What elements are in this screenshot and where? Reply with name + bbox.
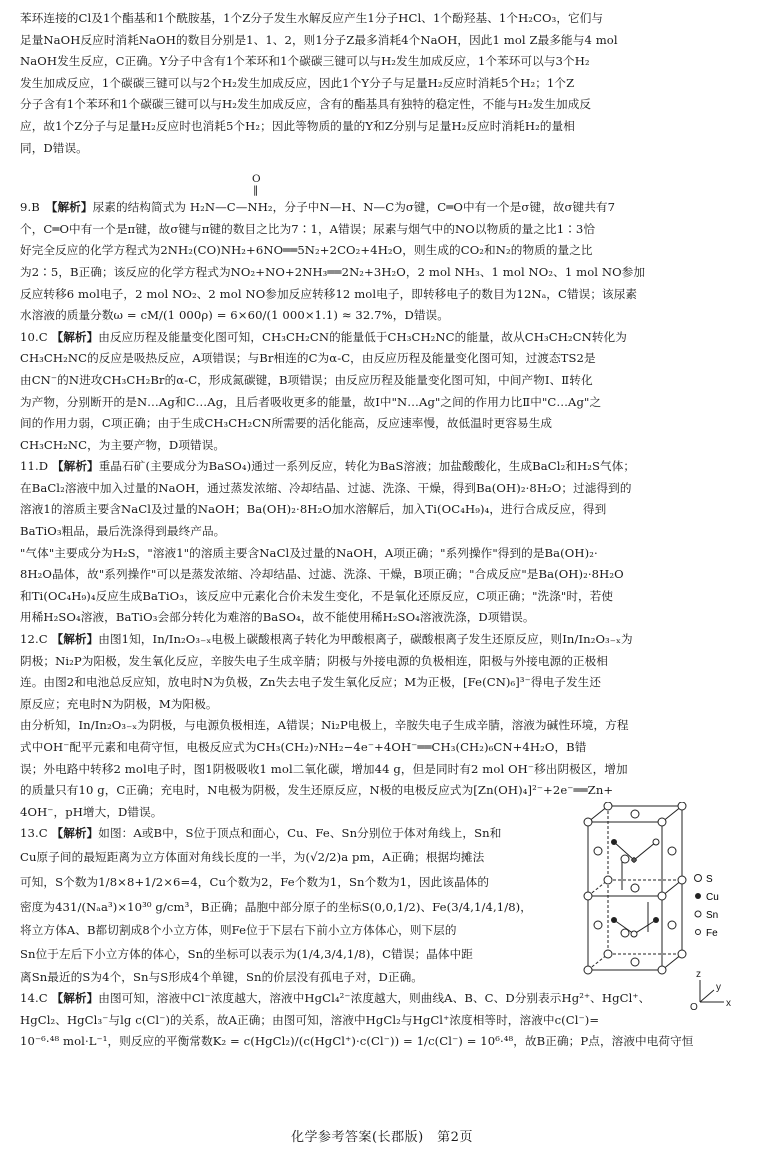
text-line: 由反应历程及能量变化图可知，CH₃CH₂CN的能量低于CH₃CH₂NC的能量，故从CH₃CH₂CN转化为	[98, 329, 627, 344]
analysis-tag: 【解析】	[51, 329, 99, 344]
axis-z-label: z	[696, 969, 701, 980]
legend-s-label: S	[706, 874, 713, 885]
text-line: 由CN⁻的N进攻CH₃CH₂Br的α-C，形成氮碳键，B项错误；由反应历程及能量变化图可知，中间产物Ⅰ、Ⅱ转化	[20, 372, 593, 387]
atom-s	[604, 802, 612, 810]
atom-s	[621, 929, 629, 937]
atom-s	[678, 876, 686, 884]
text-line: 阴极；Ni₂P为阳极，发生氧化反应，辛胺失电子生成辛腈；阴极与外接电源的负极相连，阳极与外接电源的正极相	[20, 653, 609, 668]
text-line: 由图可知，溶液中Cl⁻浓度越大，溶液中HgCl₄²⁻浓度越大，则曲线A、B、C、D分别表示Hg²⁺、HgCl⁺、	[98, 991, 651, 1006]
question-number: 9.B	[20, 200, 40, 215]
atom-s	[594, 847, 602, 855]
atom-s	[631, 884, 639, 892]
analysis-tag: 【解析】	[51, 632, 99, 647]
atom-s	[584, 892, 592, 900]
text-line: 密度为431/(Nₐa³)×10³⁰ g/cm³，B正确；晶胞中部分原子的坐标S(0,0,1/2)、Fe(3/4,1/4,1/8)，	[20, 899, 533, 914]
text-line: 将立方体A、B都切割成8个小立方体，则Fe位于下层右下前小立方体体心，则下层的	[20, 922, 457, 937]
atom-s	[658, 818, 666, 826]
text-line: Cu原子间的最短距离为立方体面对角线长度的一半，为(√2/2)a pm，A正确；根据均摊法	[20, 849, 485, 864]
text-line: NaOH发生反应，C正确。Y分子中含有1个苯环和1个碳碳三键可以与H₂发生加成反应，1个苯环可以与3个H₂	[20, 54, 590, 69]
atom-s	[584, 818, 592, 826]
text-line: 发生加成反应，1个碳碳三键可以与2个H₂发生加成反应，因此1个Y分子与足量H₂反应时消耗5个H₂；1个Z	[20, 75, 575, 90]
text-line: 用稀H₂SO₄溶液，BaTiO₃会部分转化为难溶的BaSO₄，故不能使用稀H₂SO₄溶液洗涤，D项错误。	[20, 610, 535, 625]
page-footer: 化学参考答案(长郡版) 第2页	[291, 1130, 473, 1145]
text-line: 如图：A或B中，S位于顶点和面心，Cu、Fe、Sn分别位于体对角线上，Sn和	[98, 826, 502, 841]
text-line: 苯环连接的Cl及1个酯基和1个酰胺基，1个Z分子发生水解反应产生1分子HCl、1个酚羟基、1个H₂CO₃，它们与	[20, 11, 604, 25]
atom-s	[604, 950, 612, 958]
legend-cu-label: Cu	[706, 892, 719, 903]
text-line: 由图1知，In/In₂O₃₋ₓ电极上碳酸根离子转化为甲酸根离子，碳酸根离子发生还原反应，则In/In₂O₃₋ₓ为	[98, 632, 633, 647]
legend-cu-marker	[695, 893, 701, 899]
text-line: 式中OH⁻配平元素和电荷守恒，电极反应式为CH₃(CH₂)₇NH₂−4e⁻+4OH⁻══CH₃(CH₂)₆CN+4H₂O，B错	[20, 740, 587, 754]
atom-sn	[631, 931, 637, 937]
atom-s	[678, 802, 686, 810]
analysis-tag: 【解析】	[51, 991, 99, 1006]
formula-oxygen: O	[252, 173, 261, 186]
para-top	[20, 8, 746, 159]
atom-sn	[653, 839, 659, 845]
text-line: 10⁻⁶·⁴⁸ mol·L⁻¹，则反应的平衡常数K₂ = c(HgCl₂)/(c(HgCl⁺)·c(Cl⁻)) = 1/c(Cl⁻) = 10⁶·⁴⁸，故B正确；P点，溶液中电荷守恒	[20, 1034, 694, 1049]
text-line: 4OH⁻，pH增大，D错误。	[20, 804, 163, 819]
atom-s	[621, 855, 629, 863]
text-line: 可知，S个数为1/8×8+1/2×6=4，Cu个数为2，Fe个数为1，Sn个数为1，因此该晶体的	[20, 874, 490, 889]
atom-cu	[653, 917, 659, 923]
atom-s	[658, 892, 666, 900]
text-line: 应，故1个Z分子与足量H₂反应时也消耗5个H₂；因此等物质的量的Y和Z分别与足量H₂反应时消耗H₂的量相	[20, 118, 575, 133]
question-12	[20, 629, 746, 823]
text-line: 误；外电路中转移2 mol电子时，图1阴极吸收1 mol二氧化碳，增加44 g，但是同时有2 mol OH⁻移出阴极区，增加	[20, 761, 628, 776]
text-line: CH₃CH₂NC的反应是吸热反应，A项错误；与Br相连的C为α-C，由反应历程及能量变化图可知，过渡态TS2是	[20, 351, 596, 366]
legend-sn-label: Sn	[706, 910, 719, 921]
legend-sn-marker	[695, 911, 701, 917]
atom-cu	[611, 917, 617, 923]
formula-double-bond: ‖	[253, 184, 259, 197]
question-9	[20, 171, 746, 327]
text-line: "气体"主要成分为H₂S，"溶液1"的溶质主要含NaCl及过量的NaOH，A项正确；"系列操作"得到的是Ba(OH)₂·	[20, 545, 598, 560]
text-line: 分子含有1个苯环和1个碳碳三键可以与H₂发生加成反应，含有的酯基具有独特的稳定性，不能与H₂发生加成反	[20, 97, 592, 112]
text-line: 连。由图2和电池总反应知，放电时N为负极，Zn失去电子发生氧化反应；M为正极，[Fe(CN)₆]³⁻得电子发生还	[20, 675, 602, 690]
text-line: 和Ti(OC₄H₉)₄反应生成BaTiO₃，该反应中元素化合价未发生变化，不是氧化还原反应，C项正确；"洗涤"时，若使	[20, 588, 614, 603]
legend-fe-marker	[696, 930, 701, 935]
text-line: 离Sn最近的S为4个，Sn与S形成4个单键，Sn的价层没有孤电子对，D正确。	[20, 969, 423, 984]
question-number: 14.C	[20, 991, 48, 1006]
analysis-tag: 【解析】	[51, 459, 99, 474]
urea-formula-top	[20, 171, 746, 197]
text-line: BaTiO₃粗品，最后洗涤得到最终产品。	[20, 524, 226, 539]
question-number: 13.C	[20, 826, 48, 841]
atom-s	[678, 950, 686, 958]
axis-y-label: y	[716, 982, 721, 993]
crystal-structure-figure	[574, 802, 754, 1012]
legend	[695, 874, 719, 939]
text-line: 为产物，分别断开的是N…Ag和C…Ag，且后者吸收更多的能量，故Ⅰ中"N…Ag"之间的作用力比Ⅱ中"C…Ag"之	[20, 394, 602, 409]
atom-s	[594, 921, 602, 929]
legend-fe-label: Fe	[706, 928, 718, 939]
text-line: 的质量只有10 g，C正确；充电时，N电极为阴极，发生还原反应，N极的电极反应式为[Zn(OH)₄]²⁻+2e⁻══Zn+	[20, 783, 614, 798]
atom-s	[604, 876, 612, 884]
text-line: 个，C═O中有一个是π键，故σ键与π键的数目之比为7∶1，A错误；尿素与烟气中的NO以物质的量之比1∶3恰	[20, 221, 596, 236]
question-number: 10.C	[20, 329, 48, 344]
axis-x-label: x	[726, 998, 731, 1009]
question-10	[20, 327, 746, 457]
atom-s	[631, 958, 639, 966]
text-line: 同，D错误。	[20, 140, 88, 155]
atom-s	[631, 810, 639, 818]
text-line: 8H₂O晶体，故"系列操作"可以是蒸发浓缩、冷却结晶、过滤、洗涤、干燥，B项正确；"合成反应"是Ba(OH)₂·8H₂O	[20, 567, 624, 582]
text-line: 反应转移6 mol电子，2 mol NO₂、2 mol NO参加反应转移12 mol电子，即转移电子的数目为12Nₐ，C错误；该尿素	[20, 286, 638, 301]
text-line: 为2∶5，B正确；该反应的化学方程式为NO₂+NO+2NH₃══2N₂+3H₂O，2 mol NH₃、1 mol NO₂、1 mol NO参加	[20, 264, 646, 279]
text-line: 在BaCl₂溶液中加入过量的NaOH，通过蒸发浓缩、冷却结晶、过滤、洗涤、干燥，得到Ba(OH)₂·8H₂O；过滤得到的	[20, 480, 632, 495]
text-line: 好完全反应的化学方程式为2NH₂(CO)NH₂+6NO══5N₂+2CO₂+4H₂O，则生成的CO₂和N₂的物质的量之比	[20, 243, 593, 258]
atom-s	[658, 966, 666, 974]
atom-s	[668, 921, 676, 929]
atom-s	[668, 847, 676, 855]
question-11	[20, 456, 746, 629]
question-number: 12.C	[20, 632, 48, 647]
text-line: 水溶液的质量分数ω = cM/(1 000ρ) = 6×60/(1 000×1.1) ≈ 32.7%，D错误。	[20, 308, 449, 323]
text-line: 间的作用力弱，C项正确；由于生成CH₃CH₂CN所需要的活化能高，反应速率慢，故低温时更容易生成	[20, 416, 553, 431]
text-line: 原反应；充电时N为阴极，M为阳极。	[20, 696, 218, 711]
atom-s	[584, 966, 592, 974]
text-line: 由分析知，In/In₂O₃₋ₓ为阴极，与电源负极相连，A错误；Ni₂P电极上，辛胺失电子生成辛腈，溶液为碱性环境，方程	[20, 718, 629, 733]
text-line: HgCl₂、HgCl₃⁻与lg c(Cl⁻)的关系，故A正确；由图可知，溶液中HgCl₂与HgCl⁺浓度相等时，溶液中c(Cl⁻)=	[20, 1012, 600, 1027]
text-line: 足量NaOH反应时消耗NaOH的数目分别是1、1、2，则1分子Z最多消耗4个NaOH，因此1 mol Z最多能与4 mol	[20, 32, 618, 47]
axis-origin-label: O	[690, 1002, 698, 1012]
text-line: 尿素的结构简式为 H₂N—C—NH₂，分子中N—H、N—C为σ键，C═O中有一个是σ键，故σ键共有7	[92, 200, 616, 215]
text-line: CH₃CH₂NC，为主要产物，D项错误。	[20, 437, 226, 452]
text-line: 溶液1的溶质主要含NaCl及过量的NaOH；Ba(OH)₂·8H₂O加水溶解后，加入Ti(OC₄H₉)₄，进行合成反应，得到	[20, 502, 607, 517]
atom-cu	[611, 839, 617, 845]
text-line: Sn位于左后下小立方体的体心，Sn的坐标可以表示为(1/4,3/4,1/8)，C错误；晶体中距	[20, 946, 474, 961]
legend-s-marker	[695, 875, 702, 882]
text-line: 重晶石矿(主要成分为BaSO₄)通过一系列反应，转化为BaS溶液；加盐酸酸化，生成BaCl₂和H₂S气体；	[98, 459, 636, 474]
question-number: 11.D	[20, 459, 49, 474]
analysis-tag: 【解析】	[51, 826, 99, 841]
analysis-tag: 【解析】	[45, 200, 93, 215]
